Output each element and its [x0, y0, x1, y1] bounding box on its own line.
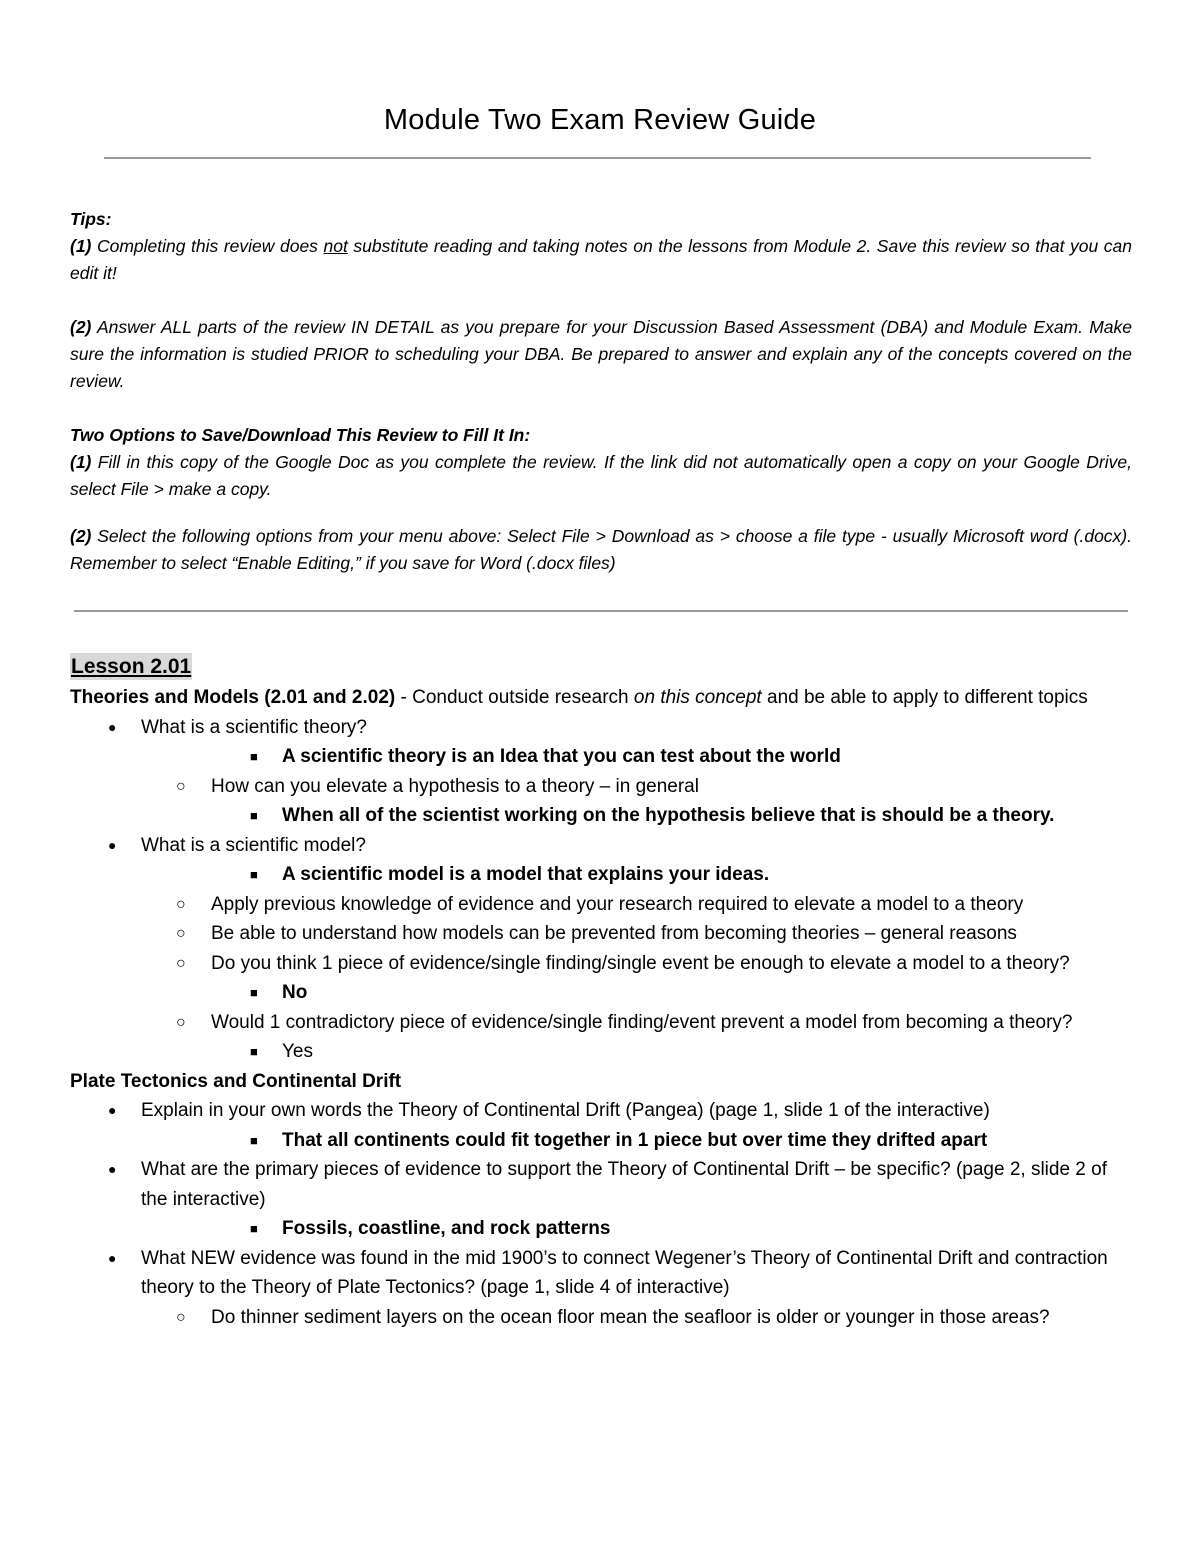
disc-bullet-icon: ●: [108, 836, 117, 853]
title-divider: [104, 157, 1091, 159]
lesson-title: Lesson 2.01: [71, 655, 192, 678]
answer-item: ■ That all continents could fit together in 1 piece but over time they drifted apart: [70, 1126, 1132, 1156]
list-item: ○ Apply previous knowledge of evidence and your research required to elevate a model to a theory: [70, 890, 1132, 920]
tip-1: (1) Completing this review does not substitute reading and taking notes on the lessons from Module 2. Save this review so that you can edit it!: [70, 236, 1133, 283]
list-item: ○ Do you think 1 piece of evidence/single finding/single event be enough to elevate a model to a theory?: [70, 949, 1132, 979]
square-bullet-icon: ■: [250, 1044, 258, 1059]
theories-intro: Theories and Models (2.01 and 2.02) - Conduct outside research on this concept and be able to apply to different topics: [70, 687, 1088, 708]
option-1: (1) Fill in this copy of the Google Doc as you complete the review. If the link did not automatically open a copy on your Google Drive, select File > make a copy.: [70, 452, 1132, 499]
list-item: ○ Would 1 contradictory piece of evidence/single finding/event prevent a model from becoming a theory?: [70, 1008, 1132, 1038]
circle-bullet-icon: ○: [176, 925, 186, 942]
theories-heading: Theories and Models (2.01 and 2.02): [70, 687, 396, 708]
answer-item: ■ Fossils, coastline, and rock patterns: [70, 1214, 1132, 1244]
circle-bullet-icon: ○: [176, 777, 186, 795]
answer-item: ■ A scientific theory is an Idea that you can test about the world: [70, 742, 1132, 772]
tips-label: Tips:: [70, 209, 112, 229]
options-heading: Two Options to Save/Download This Review to Fill It In:: [70, 425, 531, 445]
list-item: ○ Do thinner sediment layers on the ocean floor mean the seafloor is older or younger in those areas?: [70, 1303, 1132, 1333]
disc-bullet-icon: ●: [108, 1249, 117, 1266]
list-item: ○ Be able to understand how models can be prevented from becoming theories – general reasons: [70, 919, 1132, 949]
lesson-section: [70, 653, 1132, 1332]
section-divider: [74, 610, 1128, 612]
tip-2: (2) Answer ALL parts of the review IN DETAIL as you prepare for your Discussion Based Assessment (DBA) and Module Exam. Make sure the information is studied PRIOR to scheduling your DBA. Be prepared to answer and explain any of the concepts covered on the review.: [70, 317, 1132, 391]
square-bullet-icon: ■: [250, 749, 258, 764]
list-item: ● What NEW evidence was found in the mid 1900’s to connect Wegener’s Theory of Continental Drift and contraction theory to the Theory of Plate Tectonics? (page 1, slide 4 of interactive): [70, 1244, 1132, 1303]
square-bullet-icon: ■: [250, 985, 258, 1000]
square-bullet-icon: ■: [250, 867, 258, 882]
circle-bullet-icon: ○: [176, 954, 186, 972]
disc-bullet-icon: ●: [108, 718, 117, 735]
list-item: ● What is a scientific theory?: [70, 713, 1132, 743]
answer-item: ■ A scientific model is a model that explains your ideas.: [70, 860, 1132, 890]
answer-item: ■ When all of the scientist working on the hypothesis believe that is should be a theory.: [70, 801, 1132, 831]
plate-heading: Plate Tectonics and Continental Drift: [70, 1070, 402, 1092]
option-2: (2) Select the following options from your menu above: Select File > Download as > choose a file type - usually Microsoft word (.docx). Remember to select “Enable Editing,” if you save for Word (.docx files): [70, 526, 1132, 573]
disc-bullet-icon: ●: [108, 1161, 117, 1177]
tips-section: [70, 206, 1132, 577]
list-item: ● What are the primary pieces of evidence to support the Theory of Continental Drift – be specific? (page 2, slide 2 of the interactive): [70, 1155, 1132, 1214]
page-title: Module Two Exam Review Guide: [383, 104, 817, 136]
answer-item: ■ No: [70, 978, 1132, 1008]
circle-bullet-icon: ○: [176, 895, 186, 913]
square-bullet-icon: ■: [250, 1221, 258, 1236]
list-item: ● What is a scientific model?: [70, 831, 1132, 861]
square-bullet-icon: ■: [250, 808, 258, 823]
circle-bullet-icon: ○: [176, 1013, 186, 1031]
list-item: ○ How can you elevate a hypothesis to a theory – in general: [70, 772, 1132, 802]
answer-item: ■ Yes: [70, 1037, 1132, 1067]
square-bullet-icon: ■: [250, 1132, 258, 1148]
circle-bullet-icon: ○: [176, 1308, 186, 1326]
disc-bullet-icon: ●: [108, 1102, 117, 1118]
list-item: ● Explain in your own words the Theory of Continental Drift (Pangea) (page 1, slide 1 of the interactive): [70, 1096, 1132, 1126]
